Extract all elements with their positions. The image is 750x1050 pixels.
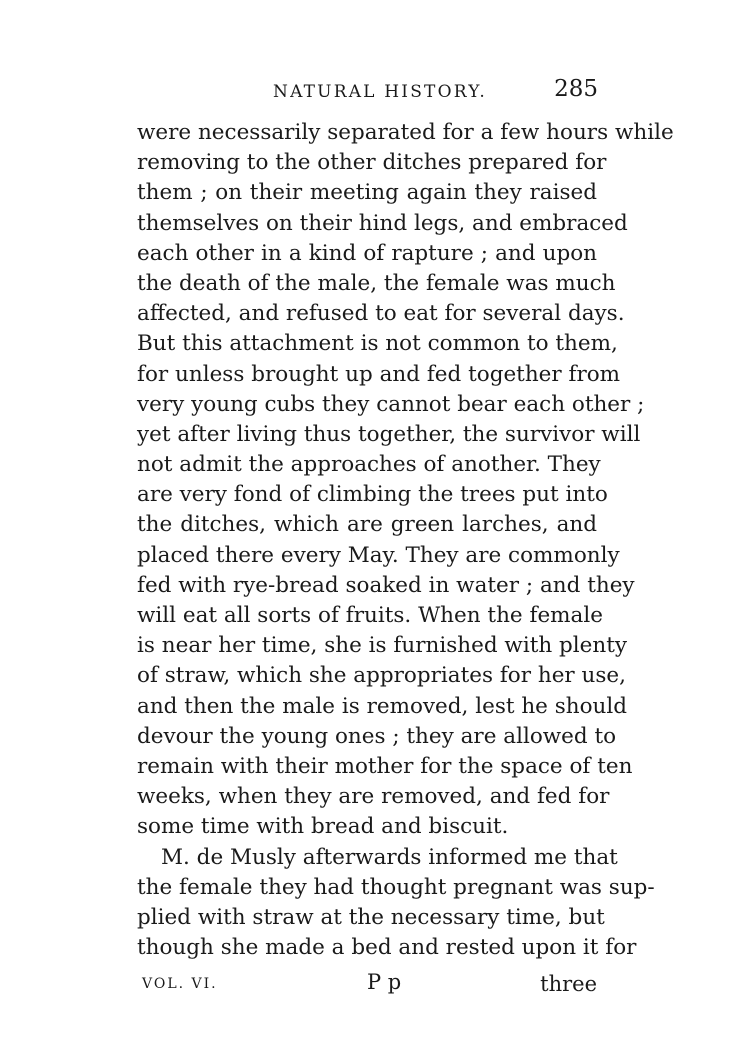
text-line: are very fond of climbing the trees put into: [137, 482, 608, 508]
text-line: weeks, when they are removed, and fed for: [137, 784, 610, 810]
body-text: [137, 118, 674, 963]
text-line: them ; on their meeting again they raised: [137, 180, 597, 206]
text-line: fed with rye-bread soaked in water ; and they: [137, 572, 635, 598]
text-line: the ditches, which are green larches, and: [137, 512, 597, 538]
paragraph-start-line: M. de Musly afterwards informed me that: [161, 844, 618, 870]
text-line: though she made a bed and rested upon it for: [137, 935, 637, 961]
volume-signature: VOL. VI.: [142, 976, 218, 992]
text-line: were necessarily separated for a few hours while: [137, 120, 674, 145]
page-footer: [142, 970, 597, 1002]
text-line: some time with bread and biscuit.: [137, 814, 509, 840]
text-line: will eat all sorts of fruits. When the female: [137, 603, 603, 628]
text-line: for unless brought up and fed together from: [137, 361, 621, 387]
text-line: But this attachment is not common to them,: [137, 331, 618, 357]
text-line: yet after living thus together, the survivor will: [137, 421, 641, 447]
text-line: very young cubs they cannot bear each other ;: [137, 391, 645, 417]
text-line: themselves on their hind legs, and embraced: [137, 210, 628, 236]
text-line: not admit the approaches of another. They: [137, 452, 601, 478]
text-line: and then the male is removed, lest he should: [137, 693, 628, 719]
catchword: three: [540, 972, 597, 996]
running-title: NATURAL HISTORY.: [273, 82, 488, 102]
text-line: placed there every May. They are commonly: [137, 542, 620, 568]
text-line: is near her time, she is furnished with plenty: [137, 633, 628, 659]
text-line: the death of the male, the female was much: [137, 270, 616, 296]
text-line: affected, and refused to eat for several days.: [137, 301, 625, 327]
text-line: the female they had thought pregnant was sup-: [137, 874, 655, 900]
text-line: removing to the other ditches prepared for: [137, 150, 607, 176]
text-line: devour the young ones ; they are allowed to: [137, 723, 617, 749]
text-line: remain with their mother for the space of ten: [137, 753, 633, 779]
text-line: of straw, which she appropriates for her use,: [137, 663, 626, 689]
signature-mark: P p: [367, 970, 402, 994]
text-line: plied with straw at the necessary time, but: [137, 904, 605, 930]
text-line: each other in a kind of rapture ; and upon: [137, 240, 597, 266]
page-number: 285: [554, 76, 598, 102]
running-head: [140, 76, 600, 110]
